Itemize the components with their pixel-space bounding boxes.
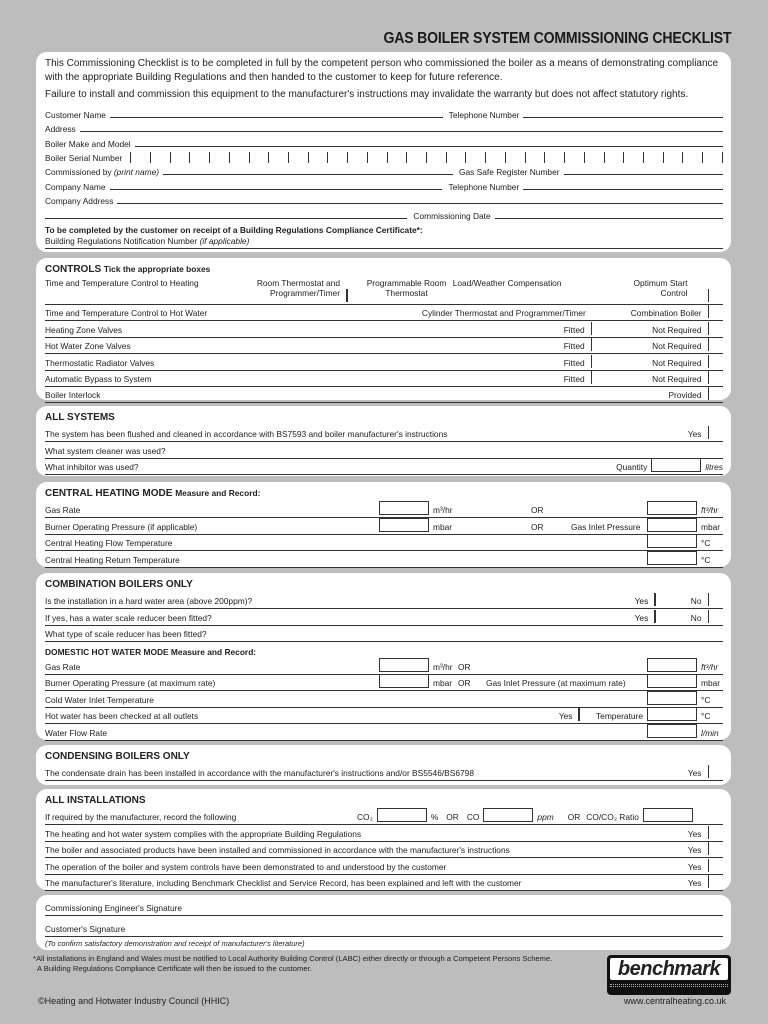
website-link[interactable]: www.centralheating.co.uk [623,996,726,1006]
fitted-label: Fitted [563,373,585,384]
serial-digit-box[interactable] [131,152,151,163]
not-required-label: Not Required [652,324,702,335]
serial-digit-box[interactable] [230,152,250,163]
cold-inlet-label: Cold Water Inlet Temperature [45,694,154,705]
serial-digit-box[interactable] [427,152,447,163]
not-required-label: Not Required [652,373,702,384]
serial-digit-box[interactable] [703,152,723,163]
engineer-signature-label: Commissioning Engineer's Signature [45,903,183,913]
outlets-label: Hot water has been checked at all outlets [45,711,199,722]
serial-digit-box[interactable] [210,152,230,163]
scale-type-label: What type of scale reducer has been fitted? [45,629,207,640]
co2-label: CO₂ [357,812,373,823]
unit: mbar [701,521,721,532]
unit: m³/hr [433,661,453,672]
serial-number-boxes[interactable] [130,152,723,163]
unit: mbar [433,521,453,532]
yes-label: Yes [634,596,649,607]
checkbox[interactable] [591,355,593,368]
return-temp-field[interactable] [647,551,697,565]
gas-safe-field[interactable] [564,174,723,175]
serial-digit-box[interactable] [151,152,171,163]
dhw-inlet-field[interactable] [647,674,697,688]
option-room-thermostat: Room Thermostat and Programmer/Timer [256,278,340,298]
combination-panel [36,573,731,740]
yes-label: Yes [687,828,702,839]
yes-label: Yes [634,612,649,623]
checkbox[interactable] [708,289,710,302]
checkbox[interactable] [654,593,656,606]
control-label: Automatic Bypass to System [45,373,152,384]
central-heating-panel [36,482,731,567]
dhw-heading: DOMESTIC HOT WATER MODE Measure and Record: [45,646,257,657]
co2-field[interactable] [377,808,427,822]
control-row [45,321,723,337]
serial-digit-box[interactable] [664,152,684,163]
checkbox[interactable] [708,322,710,335]
unit: mbar [701,678,721,689]
controls-heading: CONTROLS Tick the appropriate boxes [45,264,211,275]
serial-digit-box[interactable] [526,152,546,163]
combi-heading: COMBINATION BOILERS ONLY [45,579,193,590]
checkbox[interactable] [346,289,348,302]
flow-temp-label: Central Heating Flow Temperature [45,538,173,549]
scale-reducer-label: If yes, has a water scale reducer been fitted? [45,612,212,623]
fitted-label: Fitted [563,324,585,335]
heating-control-label: Time and Temperature Control to Heating [45,278,199,288]
serial-digit-box[interactable] [368,152,388,163]
company-address-label: Company Address [45,196,114,207]
unit: m³/hr [433,505,453,516]
checkbox[interactable] [591,338,593,351]
all-systems-panel [36,406,731,476]
checkbox[interactable] [708,387,710,400]
company-telephone-field[interactable] [523,189,723,190]
all-systems-heading: ALL SYSTEMS [45,412,115,423]
gas-rate-ft3-field[interactable] [647,501,697,515]
serial-digit-box[interactable] [624,152,644,163]
boiler-interlock-label: Boiler Interlock [45,390,101,401]
flow-rate-label: Water Flow Rate [45,727,108,738]
company-name-field[interactable] [110,189,443,190]
dhw-burner-field[interactable] [379,674,429,688]
control-label: Hot Water Zone Valves [45,341,131,352]
yes-label: Yes [687,429,702,440]
not-required-label: Not Required [652,341,702,352]
serial-digit-box[interactable] [447,152,467,163]
checkbox[interactable] [708,859,710,872]
cleaner-label: What system cleaner was used? [45,445,166,456]
checkbox[interactable] [708,765,710,778]
date-label: Commissioning Date [413,210,491,221]
unit: °C [701,694,711,705]
checkbox[interactable] [708,371,710,384]
option-cylinder-thermostat: Cylinder Thermostat and Programmer/Timer [421,308,586,319]
quantity-field[interactable] [651,458,701,472]
dhw-gas-rate-ft3-field[interactable] [647,658,697,672]
gas-rate-m3-field[interactable] [379,501,429,515]
outlet-temp-field[interactable] [647,707,697,721]
installation-row [45,875,723,891]
serial-digit-box[interactable] [565,152,585,163]
inlet-pressure-label: Gas Inlet Pressure (at maximum rate) [486,678,626,689]
inlet-pressure-field[interactable] [647,518,697,532]
date-field[interactable] [495,218,723,219]
co-label: CO [466,812,480,823]
serial-digit-box[interactable] [388,152,408,163]
unit: ft³/hr [701,661,719,672]
option-load-weather: Load/Weather Compensation [452,278,562,288]
serial-digit-box[interactable] [466,152,486,163]
checkbox[interactable] [708,842,710,855]
option-optimum-start: Optimum Start Control [633,278,688,298]
ratio-label: CO/CO₂ Ratio [586,812,639,823]
ch-heading: CENTRAL HEATING MODE Measure and Record: [45,488,261,499]
yes-label: Yes [687,861,702,872]
checkbox[interactable] [708,338,710,351]
fitted-label: Fitted [563,341,585,352]
address-field[interactable] [80,131,723,132]
signature-note: (To confirm satisfactory demonstration and receipt of manufacturer's literature) [45,939,305,948]
gas-safe-label: Gas Safe Register Number [458,167,560,178]
customer-note: To be completed by the customer on receipt of a Building Regulations Compliance Certificate*: [45,225,423,236]
serial-digit-box[interactable] [545,152,565,163]
hot-water-control-label: Time and Temperature Control to Hot Water [45,308,208,319]
notification-label: Building Regulations Notification Number (if applicable) [45,236,250,247]
installations-heading: ALL INSTALLATIONS [45,795,146,806]
installations-panel [36,789,731,890]
cold-inlet-field[interactable] [647,691,697,705]
installation-label: The heating and hot water system complies with the appropriate Building Regulations [45,828,362,839]
customer-name-field[interactable] [110,117,443,118]
unit: °C [701,711,711,722]
benchmark-logo: benchmark [607,955,731,995]
checkbox[interactable] [708,826,710,839]
serial-digit-box[interactable] [506,152,526,163]
company-address-field[interactable] [117,203,723,204]
checkbox[interactable] [708,610,710,623]
signatures-panel [36,895,731,950]
serial-digit-box[interactable] [644,152,664,163]
condensing-heading: CONDENSING BOILERS ONLY [45,751,190,762]
fitted-label: Fitted [563,357,585,368]
make-model-field[interactable] [135,146,723,147]
or-label: OR [531,505,544,516]
checkbox[interactable] [708,355,710,368]
checkbox[interactable] [591,371,593,384]
page-title: GAS BOILER SYSTEM COMMISSIONING CHECKLIST [383,30,731,47]
warranty-text: Failure to install and commission this equipment to the manufacturer's instructions may invalidate the warranty but does not affect statutory rights. [45,89,689,100]
option-programmable-thermostat: Programmable Room Thermostat [366,278,447,298]
serial-digit-box[interactable] [309,152,329,163]
installation-row [45,825,723,841]
control-row [45,371,723,387]
installation-label: The manufacturer's literature, including Benchmark Checklist and Service Record, has been explained and left with the customer [45,877,522,888]
gas-rate-label: Gas Rate [45,661,81,672]
serial-digit-box[interactable] [250,152,270,163]
serial-digit-box[interactable] [269,152,289,163]
quantity-label: Quantity [616,462,648,473]
serial-digit-box[interactable] [328,152,348,163]
burner-pressure-label: Burner Operating Pressure (if applicable) [45,521,198,532]
or-label: OR [458,678,471,689]
return-temp-label: Central Heating Return Temperature [45,554,180,565]
yes-label: Yes [687,845,702,856]
unit: % [430,812,439,823]
serial-digit-box[interactable] [683,152,703,163]
or-label: OR [446,812,459,823]
footnote: *All installations in England and Wales must be notified to Local Authority Building Control (LABC) either directly or through a Competent Persons Scheme. A Building Regulations Compliance Certificate will then be issued to the customer. [33,954,553,973]
condensing-panel [36,745,731,785]
control-row [45,338,723,354]
flushed-label: The system has been flushed and cleaned in accordance with BS7593 and boiler manufacturer's instructions [45,429,448,440]
checkbox[interactable] [654,610,656,623]
installation-row [45,858,723,874]
details-panel [36,52,731,252]
customer-signature-field[interactable] [45,916,723,937]
unit: l/min [701,727,719,738]
unit: ppm [537,812,554,823]
burner-pressure-label: Burner Operating Pressure (at maximum rate) [45,678,216,689]
serial-digit-box[interactable] [585,152,605,163]
controls-panel [36,258,731,400]
temperature-label: Temperature [595,711,643,722]
copyright: ©Heating and Hotwater Industry Council (HHIC) [38,996,230,1006]
unit: ft³/hr [701,505,719,516]
yes-label: Yes [687,877,702,888]
control-label: Heating Zone Valves [45,324,123,335]
telephone-field[interactable] [523,117,723,118]
control-label: Thermostatic Radiator Valves [45,357,155,368]
serial-digit-box[interactable] [171,152,191,163]
installation-row [45,842,723,858]
no-label: No [690,596,702,607]
ratio-field[interactable] [643,808,693,822]
checkbox[interactable] [708,593,710,606]
control-row [45,354,723,370]
option-combination-boiler: Combination Boiler [630,308,702,319]
installation-label: The boiler and associated products have been installed and commissioned in accordance with the manufacturer's instructions [45,845,510,856]
inlet-pressure-label: Gas Inlet Pressure [571,521,641,532]
checkbox[interactable] [591,322,593,335]
checkbox[interactable] [708,305,710,318]
record-label: If required by the manufacturer, record the following [45,812,237,823]
hard-water-label: Is the installation in a hard water area (above 200ppm)? [45,596,253,607]
gas-rate-label: Gas Rate [45,505,81,516]
serial-digit-box[interactable] [605,152,625,163]
intro-text: This Commissioning Checklist is to be completed in full by the competent person who commissioned the boiler as a means of demonstrating compliance with the appropriate Building Regulations and then handed to the customer to keep for future reference. [45,58,719,83]
make-model-label: Boiler Make and Model [45,138,131,149]
serial-digit-box[interactable] [486,152,506,163]
or-label: OR [567,812,581,823]
flow-rate-field[interactable] [647,724,697,738]
dhw-gas-rate-field[interactable] [379,658,429,672]
condensate-label: The condensate drain has been installed in accordance with the manufacturer's instructions and/or BS5546/BS6798 [45,768,474,779]
company-address-line-2[interactable] [45,218,407,219]
commissioned-by-label: Commissioned by (print name) [45,167,160,178]
flow-temp-field[interactable] [647,534,697,548]
provided-label: Provided [668,390,702,401]
unit: °C [701,538,711,549]
serial-digit-box[interactable] [190,152,210,163]
checkbox[interactable] [708,875,710,888]
telephone-label: Telephone Number [448,109,520,120]
engineer-signature-field[interactable] [45,895,723,916]
or-label: OR [531,521,544,532]
customer-signature-label: Customer's Signature [45,924,126,934]
yes-label: Yes [687,768,702,779]
serial-digit-box[interactable] [289,152,309,163]
company-name-label: Company Name [45,181,106,192]
customer-name-label: Customer Name [45,109,106,120]
serial-digit-box[interactable] [348,152,368,163]
serial-digit-box[interactable] [407,152,427,163]
no-label: No [690,612,702,623]
address-label: Address [45,124,76,135]
unit: mbar [433,678,453,689]
not-required-label: Not Required [652,357,702,368]
company-telephone-label: Telephone Number [448,181,520,192]
burner-pressure-field[interactable] [379,518,429,532]
litres-unit: litres [705,462,723,473]
co-field[interactable] [483,808,533,822]
unit: °C [701,554,711,565]
inhibitor-label: What inhibitor was used? [45,462,139,473]
serial-label: Boiler Serial Number [45,153,123,164]
checkbox[interactable] [578,708,580,721]
yes-label: Yes [558,711,573,722]
or-label: OR [458,661,471,672]
commissioned-by-field[interactable] [163,174,453,175]
installation-label: The operation of the boiler and system controls have been demonstrated to and understood by the customer [45,861,447,872]
checkbox[interactable] [708,426,710,439]
